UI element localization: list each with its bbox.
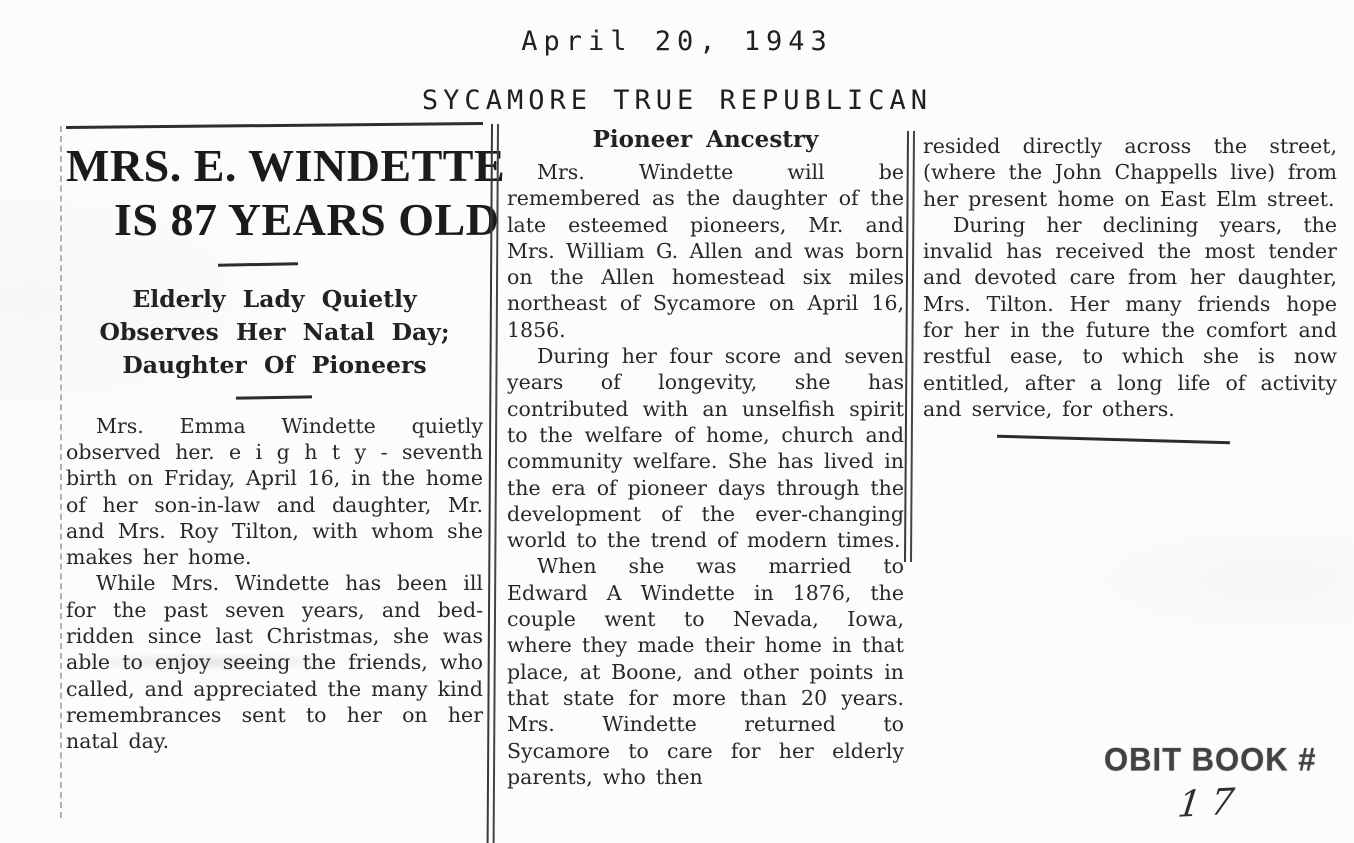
newspaper-name: SYCAMORE TRUE REPUBLICAN xyxy=(421,85,933,116)
column2-paragraph-1: Mrs. Windette will be remembered as the daughter of the late esteemed pioneers, Mr. and Mrs. William G. Allen and was born on the Allen homestead six miles northeast of Sycamore on April 16, 1856. xyxy=(507,160,904,342)
column1-top-rule xyxy=(66,122,483,129)
obit-book-stamp xyxy=(1104,741,1317,826)
column3-paragraph-1: resided directly across the street, (where the John Chappells live) from her present home on East Elm street. xyxy=(923,134,1337,211)
column2-paragraph-3: When she was married to Edward A Windette in 1876, the couple went to Nevada, Iowa, where they made their home in that place, at Boone, and other points in that state for more than 20 years. Mrs. Windette returned to Sycamore to care for her elderly parents, who then xyxy=(507,554,904,789)
article-column-2 xyxy=(507,126,904,790)
subheadline-divider-rule xyxy=(236,395,312,399)
article-end-rule xyxy=(997,435,1230,445)
masthead xyxy=(0,26,1354,116)
obit-book-stamp-label: OBIT BOOK # xyxy=(1104,741,1317,778)
headline-line1: MRS. E. WINDETTE xyxy=(66,140,506,191)
headline-line2: IS 87 YEARS OLD xyxy=(114,194,500,246)
headline xyxy=(66,139,506,248)
obit-book-number-handwritten: 17 xyxy=(1175,781,1247,826)
article-column-1 xyxy=(66,124,506,754)
column2-paragraph-2: During her four score and seven years of longevity, she has contributed with an unselfish spirit to the welfare of home, church and community welfare. She has lived in the era of pioneer days through the development of the ever-changing world to the trend of modern times. xyxy=(507,344,904,553)
column-divider-rule-2 xyxy=(904,131,915,562)
column3-paragraph-2: During her declining years, the invalid has received the most tender and devoted care from her daughter, Mrs. Tilton. Her many friends hope for her in the future the comfort and restful ease, to which she is now entitled, after a long life of activity and service, for others. xyxy=(923,212,1337,421)
column1-left-edge-line xyxy=(60,126,62,818)
headline-divider-rule xyxy=(218,262,298,266)
subheadline: Elderly Lady Quietly Observes Her Natal Day; Daughter Of Pioneers xyxy=(99,284,450,380)
article-column-3 xyxy=(923,133,1337,441)
column1-paragraph-2: While Mrs. Windette has been ill for the past seven years, and bed-ridden since last Christmas, she was able to enjoy seeing the friends, who called, and appreciated the many kind remembrances sent to her on her natal day. xyxy=(66,571,483,754)
clipping-date: April 20, 1943 xyxy=(521,26,833,57)
section-heading: Pioneer Ancestry xyxy=(592,126,819,153)
column1-paragraph-1: Mrs. Emma Windette quietly observed her. e i g h t y - seventh birth on Friday, April 16, in the home of her son-in-law and daughter, Mr. and Mrs. Roy Tilton, with whom she makes her home. xyxy=(66,413,483,570)
